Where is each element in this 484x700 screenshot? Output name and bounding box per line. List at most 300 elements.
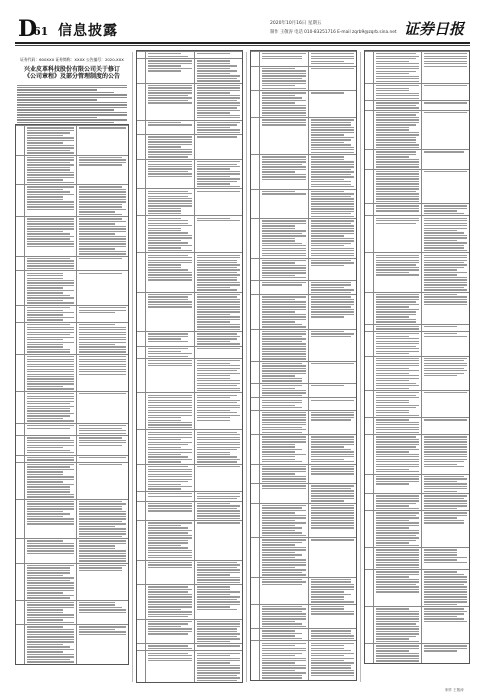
table-cell [374, 84, 422, 100]
table-cell [260, 384, 309, 398]
text-line [27, 656, 74, 657]
text-line [376, 112, 419, 113]
text-line [424, 360, 464, 361]
table-cell [260, 398, 309, 409]
text-line [311, 132, 355, 133]
text-line [376, 336, 409, 337]
text-line [197, 636, 237, 637]
text-line [79, 231, 126, 232]
text-line [262, 95, 295, 96]
text-line [311, 193, 355, 194]
text-line [262, 124, 306, 125]
text-line [27, 169, 70, 170]
text-line [79, 334, 126, 335]
text-line [148, 176, 192, 177]
text-line [376, 481, 419, 482]
text-line [262, 301, 306, 302]
text-line [424, 451, 467, 452]
text-line [311, 655, 344, 656]
text-line [79, 238, 126, 239]
text-line [262, 562, 306, 563]
text-line [148, 274, 192, 275]
text-line [262, 373, 306, 374]
text-line [424, 289, 467, 290]
table-row [137, 134, 242, 159]
text-line [79, 550, 126, 551]
table-cell [260, 641, 309, 679]
text-line [262, 507, 302, 508]
table-cell [146, 521, 195, 559]
text-line [197, 183, 230, 184]
text-line [311, 284, 351, 285]
table-row [251, 383, 356, 398]
table-cell [77, 539, 128, 563]
text-line [27, 410, 70, 411]
text-line [148, 484, 181, 485]
table-row [16, 499, 128, 538]
text-line [197, 326, 241, 327]
text-line [424, 591, 467, 592]
text-line [376, 90, 409, 91]
text-line [79, 344, 115, 345]
text-line [197, 569, 241, 570]
text-line [376, 464, 419, 465]
table-row [251, 483, 356, 503]
text-line [27, 159, 74, 160]
text-line [27, 545, 74, 546]
text-line [148, 200, 192, 201]
text-line [27, 236, 74, 237]
text-line [376, 176, 419, 177]
text-line [262, 569, 306, 570]
text-line [79, 359, 126, 360]
text-line [27, 223, 74, 224]
text-line [376, 257, 419, 258]
text-line [262, 407, 302, 408]
text-line [197, 586, 230, 587]
text-line [79, 629, 115, 630]
text-line [424, 257, 467, 258]
text-line [148, 245, 192, 246]
text-line [376, 571, 419, 572]
text-line [424, 228, 467, 229]
text-line [197, 405, 241, 406]
table-row [365, 292, 469, 324]
text-line [148, 299, 188, 300]
text-line [311, 653, 355, 654]
text-line [424, 584, 464, 585]
text-line [262, 270, 306, 271]
text-line [424, 277, 467, 278]
text-line [311, 92, 344, 93]
text-line [27, 567, 70, 568]
text-line [376, 338, 419, 339]
text-line [148, 508, 192, 509]
text-line [262, 476, 306, 477]
text-line [197, 434, 241, 435]
text-line [311, 211, 355, 212]
table-cell [260, 411, 309, 435]
column-divider [246, 52, 247, 682]
text-line [27, 575, 63, 576]
text-line [148, 102, 192, 103]
text-line [197, 505, 241, 506]
text-line [376, 574, 419, 575]
text-line [311, 208, 355, 209]
text-line [424, 648, 467, 649]
text-line [376, 137, 416, 138]
table-cell [374, 391, 422, 417]
text-line [311, 522, 355, 523]
text-line [376, 272, 409, 273]
text-line [148, 164, 192, 165]
text-line [424, 436, 467, 437]
text-line [376, 88, 409, 89]
text-line [79, 531, 126, 532]
text-line [311, 507, 355, 508]
text-line [79, 558, 126, 559]
table-row [251, 90, 356, 117]
text-line [376, 142, 416, 143]
text-line [27, 162, 70, 163]
text-line [424, 304, 467, 305]
text-line [376, 505, 409, 506]
text-line [376, 459, 419, 460]
text-line [197, 662, 230, 663]
text-line [424, 213, 464, 214]
text-line [262, 235, 306, 236]
text-line [27, 626, 63, 627]
text-line [262, 461, 302, 462]
text-line [424, 596, 467, 597]
table-cell [16, 185, 25, 216]
text-line [376, 471, 419, 472]
table-cell [137, 393, 146, 429]
table-row [16, 455, 128, 462]
text-line [148, 540, 188, 541]
text-line [311, 517, 355, 518]
text-line [27, 287, 63, 288]
text-line [27, 179, 63, 180]
text-line [262, 169, 306, 170]
text-line [197, 572, 241, 573]
text-line [376, 85, 419, 86]
text-line [262, 638, 302, 639]
table-cell [137, 502, 146, 521]
text-line [79, 228, 126, 229]
text-line [148, 218, 181, 219]
text-line [148, 586, 188, 587]
text-line [262, 80, 306, 81]
text-line [27, 206, 74, 207]
text-line [17, 107, 127, 108]
text-line [197, 503, 230, 504]
text-line [262, 424, 306, 425]
text-line [197, 65, 237, 66]
text-line [376, 71, 416, 72]
text-line [262, 375, 295, 376]
text-line [262, 277, 306, 278]
text-line [262, 179, 306, 180]
text-line [262, 110, 306, 111]
text-line [148, 269, 188, 270]
text-line [17, 92, 114, 93]
text-line [311, 515, 355, 516]
text-line [262, 68, 295, 69]
text-line [311, 184, 351, 185]
text-line [79, 565, 126, 566]
text-line [27, 661, 74, 662]
table-cell [195, 135, 243, 159]
text-line [79, 516, 126, 517]
text-line [148, 535, 192, 536]
text-line [148, 90, 192, 91]
text-line [376, 429, 419, 430]
text-line [197, 329, 241, 330]
text-line [311, 638, 355, 639]
text-line [424, 498, 464, 499]
text-line [148, 439, 181, 440]
text-line [27, 292, 63, 293]
text-line [376, 530, 419, 531]
table-cell [25, 424, 77, 435]
text-line [197, 105, 241, 106]
text-line [27, 366, 74, 367]
text-line [79, 346, 126, 347]
text-line [197, 63, 230, 64]
text-line [197, 304, 241, 305]
table-cell [251, 118, 260, 154]
table-cell [77, 625, 128, 663]
text-line [27, 452, 74, 453]
text-line [262, 510, 306, 511]
table-cell [251, 605, 260, 629]
text-line [27, 418, 63, 419]
table-cell [365, 435, 374, 473]
table-row [16, 216, 128, 255]
text-line [311, 243, 351, 244]
table-cell [25, 257, 77, 271]
text-line [376, 427, 419, 428]
text-line [27, 241, 74, 242]
table-cell [260, 259, 309, 280]
text-line [148, 87, 192, 88]
text-line [262, 380, 302, 381]
text-line [376, 522, 419, 523]
text-line [148, 527, 188, 528]
table-row [365, 493, 469, 510]
text-line [79, 253, 126, 254]
text-line [376, 397, 419, 398]
table-cell [25, 539, 77, 563]
text-line [27, 479, 74, 480]
text-line [376, 660, 419, 661]
text-line [311, 161, 355, 162]
text-line [376, 542, 409, 543]
text-line [376, 567, 419, 568]
text-line [311, 149, 355, 150]
text-line [148, 397, 192, 398]
text-line [27, 312, 74, 313]
text-line [262, 378, 302, 379]
text-line [262, 557, 295, 558]
text-line [262, 238, 295, 239]
text-line [376, 304, 419, 305]
text-line [148, 452, 192, 453]
text-line [79, 634, 126, 635]
table-cell [365, 325, 374, 331]
text-line [262, 429, 306, 430]
text-line [262, 505, 306, 506]
text-line [197, 459, 241, 460]
text-line [262, 402, 302, 403]
text-line [197, 461, 237, 462]
text-line [376, 134, 419, 135]
table-row [251, 280, 356, 295]
text-line [424, 301, 467, 302]
text-line [376, 66, 419, 67]
text-line [27, 275, 63, 276]
text-line [376, 260, 419, 261]
table-cell [309, 435, 357, 464]
text-line [197, 370, 237, 371]
text-line [424, 581, 467, 582]
text-line [376, 98, 419, 99]
table-row [365, 474, 469, 494]
text-line [262, 156, 306, 157]
text-line [148, 277, 192, 278]
text-line [197, 412, 237, 413]
table-cell [251, 578, 260, 604]
text-line [197, 129, 241, 130]
table-row [251, 294, 356, 328]
text-line [148, 306, 192, 307]
text-line [376, 223, 416, 224]
text-line [197, 311, 241, 312]
text-line [27, 450, 70, 451]
table-row [137, 159, 242, 189]
table-cell [146, 59, 195, 83]
text-line [27, 491, 70, 492]
article-title-line-1: 兴业皮革科技股份有限公司关于修订 [23, 65, 120, 73]
text-line [27, 521, 74, 522]
text-line [376, 469, 409, 470]
text-line [376, 61, 409, 62]
table-cell [365, 391, 374, 417]
text-line [311, 439, 355, 440]
text-line [197, 341, 230, 342]
text-line [27, 543, 74, 544]
text-line [79, 501, 122, 502]
text-line [376, 296, 419, 297]
text-line [424, 151, 464, 152]
text-line [262, 517, 306, 518]
table-cell [309, 465, 357, 484]
text-line [197, 402, 237, 403]
text-line [262, 255, 306, 256]
text-line [197, 338, 237, 339]
table-row [137, 650, 242, 682]
table-cell [16, 306, 25, 322]
table-row [251, 361, 356, 383]
amendment-table [15, 124, 129, 664]
text-line [311, 461, 355, 462]
text-line [262, 122, 306, 123]
text-line [262, 161, 306, 162]
table-cell [422, 325, 469, 331]
text-line [79, 508, 122, 509]
text-line [311, 228, 355, 229]
text-line [424, 205, 467, 206]
text-line [148, 237, 192, 238]
table-cell [77, 601, 128, 625]
text-line [311, 606, 344, 607]
text-line [311, 171, 355, 172]
text-line [148, 609, 181, 610]
table-cell [365, 607, 374, 643]
text-line [262, 107, 306, 108]
text-line [376, 53, 416, 54]
table-cell [422, 391, 469, 417]
text-line [27, 619, 63, 620]
table-row [365, 434, 469, 473]
text-line [262, 446, 295, 447]
column-1 [15, 50, 129, 684]
table-cell [251, 52, 260, 66]
text-line [311, 466, 355, 467]
text-line [197, 299, 241, 300]
text-line [27, 132, 70, 133]
text-line [311, 611, 355, 612]
text-line [262, 70, 306, 71]
newspaper-logo: 证券日报 [404, 20, 465, 38]
text-line [79, 223, 115, 224]
text-line [79, 307, 126, 308]
table-cell [365, 52, 374, 83]
text-line [148, 139, 192, 140]
text-line [197, 449, 237, 450]
table-cell [309, 155, 357, 188]
table-cell [195, 393, 243, 429]
table-cell [374, 570, 422, 606]
text-line [262, 191, 295, 192]
text-line [424, 478, 467, 479]
text-line [376, 375, 419, 376]
text-line [197, 415, 241, 416]
table-row [16, 155, 128, 185]
text-line [262, 635, 295, 636]
text-line [197, 515, 241, 516]
text-line [148, 336, 188, 337]
text-line [27, 486, 70, 487]
text-line [424, 370, 467, 371]
text-line [79, 366, 126, 367]
text-line [424, 515, 467, 516]
text-line [262, 611, 302, 612]
text-line [376, 370, 419, 371]
header-rule [15, 42, 470, 44]
text-line [311, 124, 351, 125]
text-line [262, 412, 306, 413]
table-cell [16, 126, 25, 155]
text-line [148, 247, 181, 248]
table-cell [146, 502, 195, 521]
text-line [79, 327, 126, 328]
text-line [376, 117, 419, 118]
text-line [262, 488, 306, 489]
table-cell [365, 570, 374, 606]
text-line [311, 122, 351, 123]
